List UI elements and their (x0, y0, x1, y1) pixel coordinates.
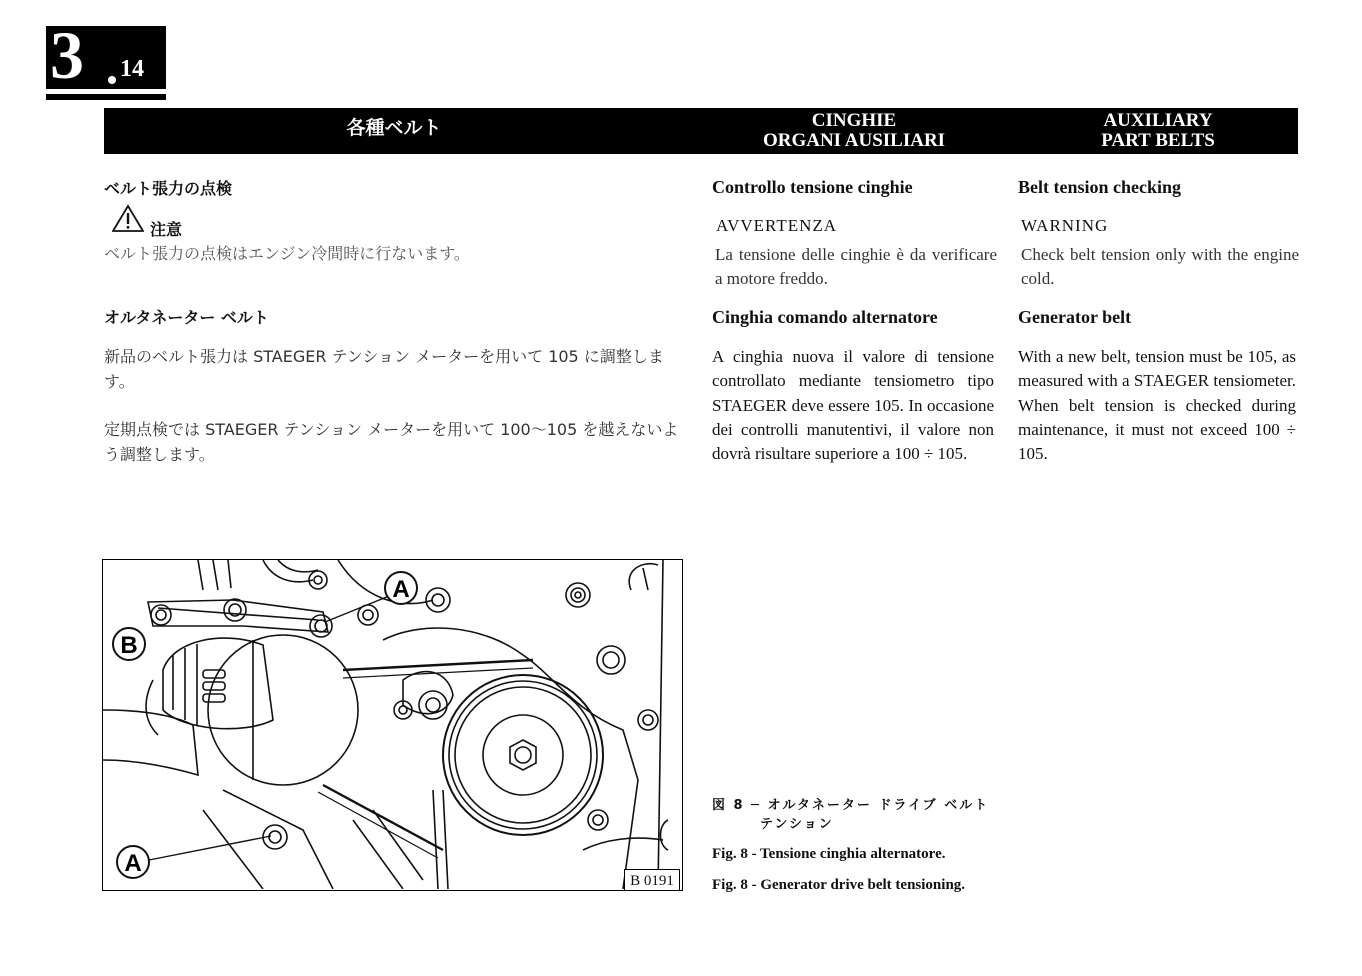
jp-heading-generator-belt: オルタネーター ベルト (104, 308, 269, 327)
callout-b-label: B (120, 632, 138, 659)
it-warning-text: La tensione delle cinghie è da verificare a motore freddo. (715, 245, 997, 289)
header-title-it (712, 111, 996, 151)
jp-heading-belt-tension: ベルト張力の点検 (104, 179, 233, 198)
callout-a-top-label: A (392, 576, 410, 603)
header-title-it-line2: ORGANI AUSILIARI (762, 130, 946, 151)
en-warning-label: WARNING (1021, 216, 1109, 235)
warning-triangle-icon (112, 204, 144, 232)
it-heading-generator-belt: Cinghia comando alternatore (712, 307, 938, 327)
engine-line-drawing (103, 560, 681, 889)
header-title-en (1018, 111, 1298, 151)
jp-warning-label: 注意 (150, 220, 183, 239)
page-number: 14 (120, 56, 144, 82)
caption-it: Fig. 8 - Tensione cinghia alternatore. (712, 846, 946, 862)
it-warning-label: AVVERTENZA (716, 216, 838, 235)
en-heading-generator-belt: Generator belt (1018, 307, 1132, 327)
callout-a-bottom-label: A (124, 850, 142, 877)
jp-paragraph-maintenance: 定期点検では STAEGER テンション メーターを用いて 100～105 を越えないよう調整します。 (104, 420, 679, 464)
it-paragraph: A cinghia nuova il valore di tensione controllato mediante tensiometro tipo STAEGER deve essere 105. In occasione dei controlli manutentivi, il valore non dovrà risultare superiore a 100 ÷ 105. (712, 347, 994, 464)
en-paragraph: With a new belt, tension must be 105, as measured with a STAEGER tensiometer. When belt tension is checked during maintenance, it must not exceed 100 ÷ 105. (1018, 347, 1296, 464)
section-number: 3 (50, 17, 84, 93)
en-warning-text: Check belt tension only with the engine cold. (1021, 245, 1299, 289)
caption-en: Fig. 8 - Generator drive belt tensioning. (712, 877, 966, 893)
figure-code: B 0191 (624, 869, 680, 891)
caption-jp-line1: 図 8 ─ オルタネーター ドライブ ベルト (712, 798, 990, 813)
jp-warning-text: ベルト張力の点検はエンジン冷間時に行ないます。 (104, 244, 470, 263)
header-title-en-line2: PART BELTS (1101, 130, 1215, 151)
badge-rule (46, 94, 166, 100)
page-number-badge (46, 17, 166, 93)
header-title-jp: 各種ベルト (346, 117, 442, 139)
caption-jp-line2: テンション (760, 817, 834, 832)
jp-paragraph-new-belt: 新品のベルト張力は STAEGER テンション メーターを用いて 105 に調整します。 (104, 347, 664, 391)
en-heading-belt-tension: Belt tension checking (1018, 177, 1182, 197)
header-title-en-line1: AUXILIARY (1103, 110, 1213, 131)
header-title-it-line1: CINGHIE (811, 110, 897, 131)
badge-dot (108, 76, 116, 84)
engine-belt-figure (102, 559, 683, 891)
it-heading-belt-tension: Controllo tensione cinghie (712, 177, 913, 197)
